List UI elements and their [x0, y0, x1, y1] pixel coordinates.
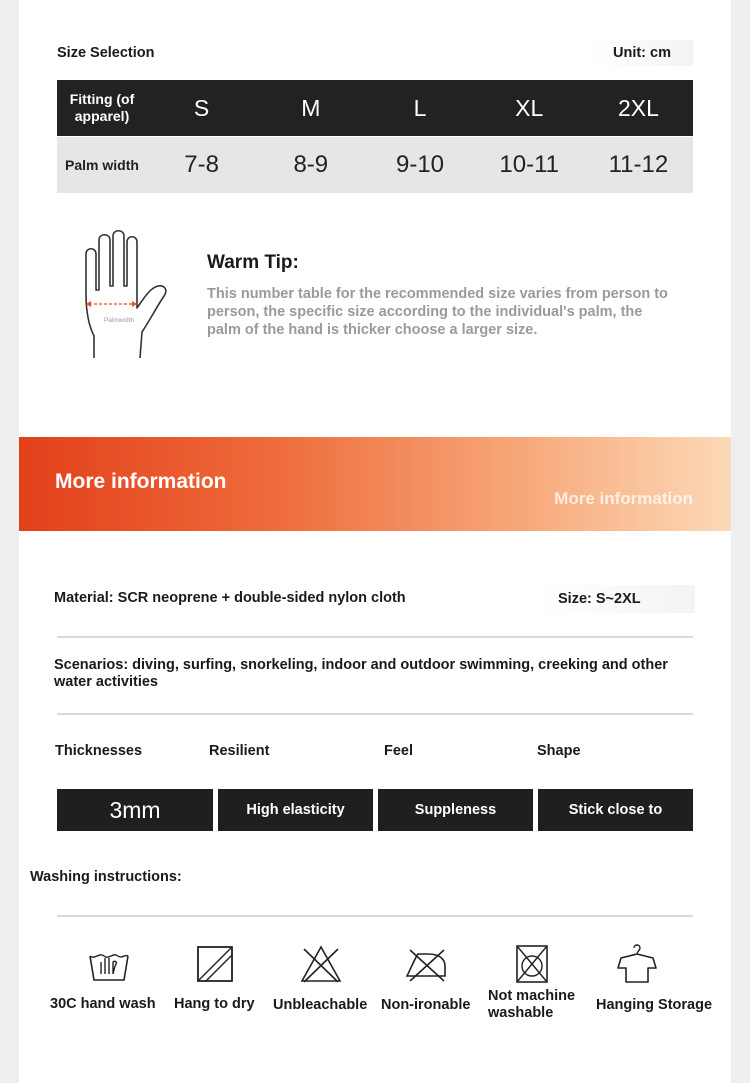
- size-selection-title: Size Selection: [57, 45, 155, 61]
- feel-label: Feel: [384, 743, 414, 759]
- palm-width-s: 7-8: [184, 151, 219, 178]
- size-table-header: [57, 80, 693, 136]
- no-bleach-icon: [299, 944, 343, 984]
- fitting-label: Fitting (of apparel): [69, 91, 135, 124]
- resilient-label: Resilient: [209, 743, 270, 759]
- no-machine-wash-label: Not machine washable: [488, 988, 576, 1021]
- washing-title: Washing instructions:: [30, 869, 182, 885]
- palm-width-caption: Palmwidth: [104, 317, 134, 324]
- warm-tip-text: This number table for the recommended size varies from person to person, the specific size according to the individual's palm, the palm of the hand is thicker choose a larger size.: [207, 286, 668, 338]
- size-s: S: [193, 94, 210, 121]
- shape-label: Shape: [537, 743, 581, 759]
- size-range-badge: Size: S~2XL: [540, 585, 695, 613]
- divider: [57, 713, 693, 715]
- banner-title: More information: [55, 470, 227, 493]
- size-m: M: [301, 94, 321, 121]
- hang-dry-icon: [193, 944, 237, 984]
- size-xl: XL: [515, 94, 544, 121]
- material-text: Material: SCR neoprene + double-sided nylon cloth: [54, 590, 406, 606]
- palm-width-2xl: 11-12: [608, 151, 669, 178]
- hand-wash-label: 30C hand wash: [50, 996, 156, 1012]
- shape-value: Stick close to: [538, 789, 693, 831]
- no-iron-label: Non-ironable: [381, 997, 471, 1013]
- divider: [57, 915, 693, 917]
- resilient-value: High elasticity: [218, 789, 373, 831]
- palm-width-m: 8-9: [293, 151, 329, 178]
- thickness-value: 3mm: [57, 789, 213, 831]
- hanging-storage-icon: [615, 944, 659, 984]
- unit-label: Unit: cm: [590, 40, 693, 66]
- palm-width-label: Palm width: [65, 156, 139, 173]
- hang-dry-label: Hang to dry: [174, 996, 255, 1012]
- divider: [57, 636, 693, 638]
- no-machine-wash-icon: [510, 944, 554, 984]
- hanging-storage-label: Hanging Storage: [596, 997, 713, 1013]
- palm-width-row: [57, 137, 693, 193]
- size-l: L: [413, 94, 427, 121]
- size-table: [57, 80, 693, 193]
- size-2xl: 2XL: [617, 94, 659, 121]
- palm-width-xl: 10-11: [499, 151, 560, 178]
- hand-wash-icon: [87, 944, 131, 984]
- feel-value: Suppleness: [378, 789, 533, 831]
- no-iron-icon: [404, 944, 448, 984]
- scenarios-text: Scenarios: diving, surfing, snorkeling, indoor and outdoor swimming, creeking and other water activities: [54, 657, 668, 690]
- hand-palm-icon: [80, 228, 180, 363]
- palm-width-l: 9-10: [395, 151, 445, 178]
- no-bleach-label: Unbleachable: [273, 997, 368, 1013]
- warm-tip-title: Warm Tip:: [207, 252, 299, 273]
- thickness-label: Thicknesses: [55, 743, 143, 759]
- banner-subtitle: More information: [554, 489, 693, 508]
- more-info-banner: [19, 437, 731, 531]
